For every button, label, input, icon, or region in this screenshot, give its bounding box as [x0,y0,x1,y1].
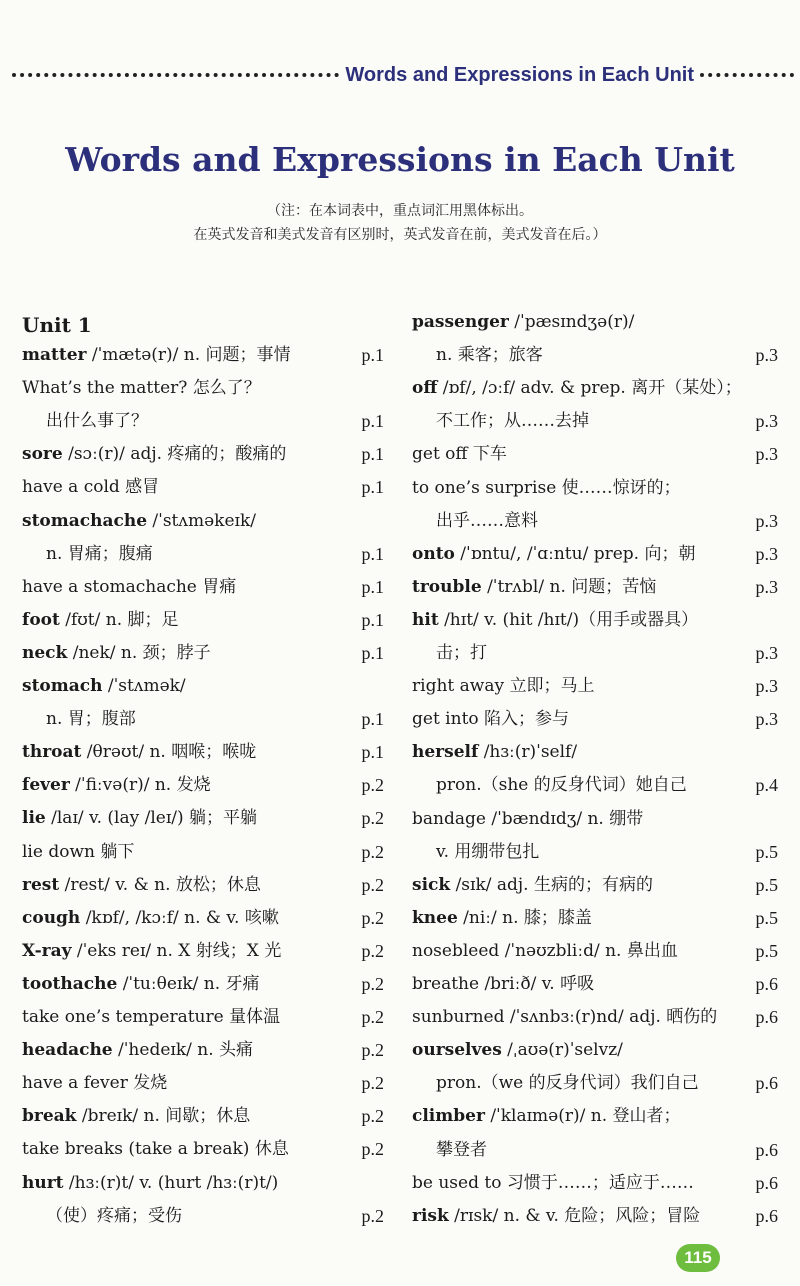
vocab-headword: hurt [22,1172,64,1193]
vocab-entry [22,406,384,436]
vocab-definition: 陷入；参与 [478,709,570,730]
vocab-headword: have a stomachache [22,576,197,597]
vocab-text [22,439,286,469]
vocab-page-ref: p.3 [755,676,778,697]
vocab-definition: 出乎……意料 [436,510,538,531]
vocab-page-ref: p.2 [361,1040,384,1061]
vocab-entry [22,1002,384,1032]
vocab-headword: herself [412,742,479,763]
vocab-text [412,307,634,337]
vocab-entry [22,373,384,403]
vocab-headword: lie down [22,841,95,862]
vocab-text [436,1068,699,1098]
vocab-definition: /hɪt/ v. (hit /hɪt/)（用手或器具） [438,609,699,630]
vocab-headword: neck [22,642,68,663]
vocab-page-ref: p.6 [755,1073,778,1094]
vocab-entry [412,837,778,867]
vocab-entry [412,605,778,635]
vocab-definition: /briːð/ v. 呼吸 [479,974,595,994]
page-title: Words and Expressions in Each Unit [65,140,735,179]
vocab-text [436,1135,487,1165]
vocab-definition: n. 胃；腹部 [46,709,136,730]
vocab-text [412,804,643,834]
vocab-page-ref: p.1 [361,543,384,564]
vocab-entry [412,903,778,933]
vocab-definition: /ˈhedeɪk/ n. 头痛 [112,1040,254,1061]
vocab-text [412,572,656,602]
vocab-definition: 胃痛 [196,576,237,597]
vocab-entry [412,439,778,469]
vocab-entry [22,1168,384,1198]
vocab-headword: cough [22,907,81,928]
vocab-definition: /sɪk/ adj. 生病的；有病的 [450,874,653,895]
vocab-headword: right away [412,676,505,697]
vocab-definition: n. 胃痛；腹痛 [46,543,153,564]
vocab-text [22,506,256,536]
unit-heading: Unit 1 [22,313,92,337]
vocab-definition: /fʊt/ n. 脚；足 [59,609,179,630]
vocab-text [22,870,261,900]
vocab-entry [22,439,384,469]
vocab-headword: What’s the matter? [22,378,188,399]
vocab-headword: risk [412,1205,449,1226]
vocab-entry [22,770,384,800]
vocab-definition: /kɒf/, /kɔːf/ n. & v. 咳嗽 [80,907,279,928]
vocab-entry [412,704,778,734]
vocab-page-ref: p.5 [755,841,778,862]
running-header [0,60,800,90]
vocab-definition: /ˈsʌnbɜː(r)nd/ adj. 晒伤的 [504,1007,718,1028]
vocab-text [22,1168,278,1198]
vocab-page-ref: p.5 [755,874,778,895]
vocab-definition: /ˈnəʊzbliːd/ n. 鼻出血 [499,940,678,961]
vocab-headword: foot [22,609,60,630]
vocab-entry [22,1101,384,1131]
vocab-headword: trouble [412,576,482,597]
vocab-entry [412,1135,778,1165]
vocab-definition: /θrəʊt/ n. 咽喉；喉咙 [81,742,257,763]
vocab-page-ref: p.1 [361,576,384,597]
vocab-headword: rest [22,874,60,895]
vocab-text [412,969,594,999]
vocab-text [412,870,653,900]
vocab-headword: get off [412,444,468,465]
vocab-entry [22,1035,384,1065]
vocab-page-ref: p.3 [755,576,778,597]
vocab-text [412,704,569,734]
vocab-headword: X-ray [22,940,72,961]
vocab-text [22,737,256,767]
vocab-definition: /ˌaʊə(r)ˈselvz/ [501,1040,623,1061]
vocab-headword: lie [22,808,46,829]
vocab-text [22,1068,167,1098]
vocab-text [412,373,742,403]
vocab-page-ref: p.4 [755,775,778,796]
vocab-entry [412,307,778,337]
vocab-entry [412,473,778,503]
vocab-entry [412,671,778,701]
vocab-entry [412,870,778,900]
vocab-text [412,1035,623,1065]
vocab-page-ref: p.2 [361,1106,384,1127]
vocab-page-ref: p.2 [361,940,384,961]
vocab-definition: /hɜː(r)ˈself/ [478,742,578,763]
vocab-entry [412,770,778,800]
vocab-definition: /ˈstʌmək/ [102,676,186,696]
vocab-definition: /ˈtrʌbl/ n. 问题；苦恼 [481,576,657,597]
vocab-page-ref: p.1 [361,642,384,663]
vocab-headword: headache [22,1040,113,1061]
vocab-entry [22,539,384,569]
vocab-entry [22,969,384,999]
vocab-entry [22,1201,384,1231]
vocab-definition: /nek/ n. 颈；脖子 [67,642,211,663]
vocab-headword: off [412,378,438,399]
vocab-headword: get into [412,709,479,730]
vocab-text [22,837,134,867]
vocab-page-ref: p.2 [361,1007,384,1027]
vocab-definition: /niː/ n. 膝；膝盖 [457,907,592,928]
vocab-headword: take breaks (take a break) [22,1139,250,1160]
vocab-definition: v. 用绷带包扎 [436,841,540,862]
vocab-page-ref: p.2 [361,1073,384,1094]
vocab-text [22,605,179,635]
vocab-text [436,837,539,867]
vocab-text [412,1002,717,1032]
vocab-page-ref: p.6 [755,1007,778,1028]
vocab-definition: 感冒 [119,477,160,498]
vocab-entry [412,638,778,668]
vocab-headword: to one’s surprise [412,477,557,498]
vocab-entry [22,472,384,502]
vocab-page-ref: p.2 [361,907,384,928]
vocab-headword: toothache [22,973,118,994]
vocab-page-ref: p.2 [361,1139,384,1160]
vocab-entry [22,572,384,602]
vocab-page-ref: p.3 [755,345,778,366]
vocab-entry [412,506,778,536]
vocab-definition: 怎么了？ [187,378,261,399]
vocab-definition: 出什么事了？ [46,411,148,432]
vocab-page-ref: p.6 [755,974,778,994]
vocab-definition: 量体温 [223,1007,281,1027]
vocab-entry [22,638,384,668]
vocab-headword: have a fever [22,1073,128,1094]
vocab-page-ref: p.1 [361,742,384,763]
vocab-definition: （使）疼痛；受伤 [46,1205,182,1226]
vocab-text [412,737,577,767]
vocab-headword: sick [412,874,451,895]
vocab-page-ref: p.6 [755,1205,778,1226]
vocab-entry [412,1002,778,1032]
vocab-headword: ourselves [412,1040,502,1061]
vocab-entry [412,804,778,834]
vocab-entry [22,704,384,734]
vocab-definition: n. 乘客；旅客 [436,345,543,366]
vocab-text [412,1201,700,1231]
vocab-text [412,539,695,569]
vocab-entry [412,1035,778,1065]
vocab-entry [412,373,778,403]
vocab-text [46,704,136,734]
vocab-definition: 立即；马上 [504,676,595,697]
vocab-text [22,770,211,800]
header-dots-right [700,73,794,77]
vocab-definition: /ˈfiːvə(r)/ n. 发烧 [69,775,211,796]
vocab-page-ref: p.2 [361,808,384,829]
vocab-text [436,506,538,536]
vocab-page-ref: p.5 [755,907,778,928]
vocab-entry [412,737,778,767]
vocab-entry [22,605,384,635]
vocab-entry [412,1168,778,1198]
vocab-entry [412,1068,778,1098]
vocab-page-ref: p.3 [755,543,778,564]
vocab-headword: take one’s temperature [22,1007,224,1027]
vocab-text [46,406,148,436]
vocab-page-ref: p.2 [361,1205,384,1226]
vocab-headword: be used to [412,1172,502,1193]
vocab-definition: /ˈeks reɪ/ n. X 射线；X 光 [71,940,282,961]
vocab-headword: fever [22,775,70,796]
vocab-definition: 不工作；从……去掉 [436,411,589,432]
vocab-definition: /ˈstʌməkeɪk/ [147,510,257,531]
vocab-definition: /sɔː(r)/ adj. 疼痛的；酸痛的 [62,444,287,465]
vocab-text [22,1101,250,1131]
vocab-text [22,572,236,602]
vocab-headword: bandage [412,808,486,829]
vocab-entry [22,837,384,867]
vocab-definition: /breɪk/ n. 间歇；休息 [76,1106,251,1127]
vocab-entry [412,340,778,370]
vocab-entry [22,1068,384,1098]
vocab-text [412,936,678,966]
vocab-entry [412,406,778,436]
vocab-headword: sore [22,444,63,465]
vocab-text [22,373,261,403]
vocab-page-ref: p.2 [361,973,384,994]
vocab-text [22,1035,253,1065]
vocab-entry [412,1201,778,1231]
vocab-text [46,1201,182,1231]
vocab-page-ref: p.3 [755,411,778,432]
vocab-definition: 躺下 [94,841,135,862]
vocab-page-ref: p.1 [361,477,384,498]
vocab-headword: sunburned [412,1007,505,1028]
vocab-text [22,903,279,933]
vocab-text [22,671,186,701]
header-title: Words and Expressions in Each Unit [345,63,694,86]
vocab-definition: /ˈtuːθeɪk/ n. 牙痛 [117,973,260,994]
vocab-text [22,1002,280,1032]
vocab-text [22,472,159,502]
vocab-definition: /hɜː(r)t/ v. (hurt /hɜː(r)t/) [63,1172,279,1193]
vocab-entry [412,936,778,966]
vocab-definition: 发烧 [127,1073,168,1094]
vocab-text [412,903,592,933]
vocab-definition: 休息 [249,1139,289,1160]
vocab-headword: onto [412,543,455,564]
vocab-definition: 击；打 [436,643,487,663]
header-dots-left [12,73,339,77]
vocab-headword: matter [22,345,87,365]
vocab-definition: /ˈpæsɪndʒə(r)/ [508,312,635,332]
vocab-page-ref: p.6 [755,1139,778,1160]
vocab-text [412,439,507,469]
vocab-entry [22,803,384,833]
vocab-page-ref: p.3 [755,709,778,730]
vocab-entry [22,870,384,900]
vocab-headword: knee [412,907,458,928]
vocab-entry [22,903,384,933]
note-line-1: （注：在本词表中，重点词汇用黑体标出。 [267,203,533,219]
vocab-headword: stomach [22,676,103,696]
vocab-page-ref: p.6 [755,1172,778,1193]
vocab-text [22,803,257,833]
vocab-headword: passenger [412,312,509,332]
vocab-text [46,539,153,569]
vocab-entry [412,1101,778,1131]
page-number-badge: 115 [676,1244,720,1272]
vocab-definition: pron.（she 的反身代词）她自己 [436,775,687,796]
vocab-entry [22,1134,384,1164]
vocab-page-ref: p.1 [361,444,384,465]
vocab-definition: 攀登者 [436,1139,487,1160]
vocab-definition: /rest/ v. & n. 放松；休息 [59,874,261,895]
vocab-definition: /ˈklaɪmə(r)/ n. 登山者； [484,1106,681,1127]
vocab-headword: stomachache [22,510,148,531]
vocab-definition: pron.（we 的反身代词）我们自己 [436,1073,699,1094]
vocab-headword: nosebleed [412,940,500,961]
vocab-page-ref: p.2 [361,841,384,862]
vocab-page-ref: p.3 [755,444,778,465]
vocab-page-ref: p.1 [361,709,384,730]
vocab-page-ref: p.3 [755,510,778,531]
vocab-page-ref: p.3 [755,643,778,663]
vocab-text [22,1134,289,1164]
vocab-definition: 使……惊讶的； [556,477,681,498]
vocab-text [412,1168,694,1198]
vocab-text [412,1101,681,1131]
vocab-headword: climber [412,1106,485,1127]
vocab-entry [22,506,384,536]
note-line-2: 在英式发音和美式发音有区别时，英式发音在前，美式发音在后。） [193,227,607,243]
vocab-headword: break [22,1106,77,1127]
vocab-entry [22,936,384,966]
vocab-text [436,638,487,668]
vocab-definition: 习惯于……；适应于…… [501,1172,694,1193]
vocab-page-ref: p.1 [361,609,384,630]
vocab-definition: /rɪsk/ n. & v. 危险；风险；冒险 [448,1205,701,1226]
vocab-entry [412,969,778,999]
vocab-text [22,969,260,999]
vocab-text [22,638,211,668]
vocab-definition: 下车 [467,444,507,465]
vocab-page-ref: p.2 [361,874,384,895]
vocab-text [22,936,281,966]
vocab-definition: /ˈbændɪdʒ/ n. 绷带 [485,808,644,829]
vocab-definition: /ˈɒntu/, /ˈɑːntu/ prep. 向；朝 [454,543,696,564]
vocab-text [412,473,681,503]
vocab-entry [412,572,778,602]
vocab-page-ref: p.1 [361,345,384,365]
vocab-text [22,340,291,370]
vocab-text [412,671,594,701]
vocab-text [436,770,687,800]
vocab-page-ref: p.5 [755,940,778,961]
vocab-headword: throat [22,742,82,763]
vocab-entry [412,539,778,569]
vocab-headword: hit [412,609,439,630]
vocab-entry [22,737,384,767]
vocab-entry [22,340,384,370]
vocab-page-ref: p.1 [361,411,384,432]
vocab-page-ref: p.2 [361,775,384,796]
vocab-headword: breathe [412,974,480,994]
vocab-definition: /ˈmætə(r)/ n. 问题；事情 [86,345,291,365]
vocab-definition: /ɒf/, /ɔːf/ adv. & prep. 离开（某处）； [437,378,742,399]
vocab-text [436,406,589,436]
vocab-text [436,340,543,370]
vocab-definition: /laɪ/ v. (lay /leɪ/) 躺；平躺 [45,808,258,829]
vocab-headword: have a cold [22,477,120,498]
vocab-text [412,605,698,635]
vocab-entry [22,671,384,701]
